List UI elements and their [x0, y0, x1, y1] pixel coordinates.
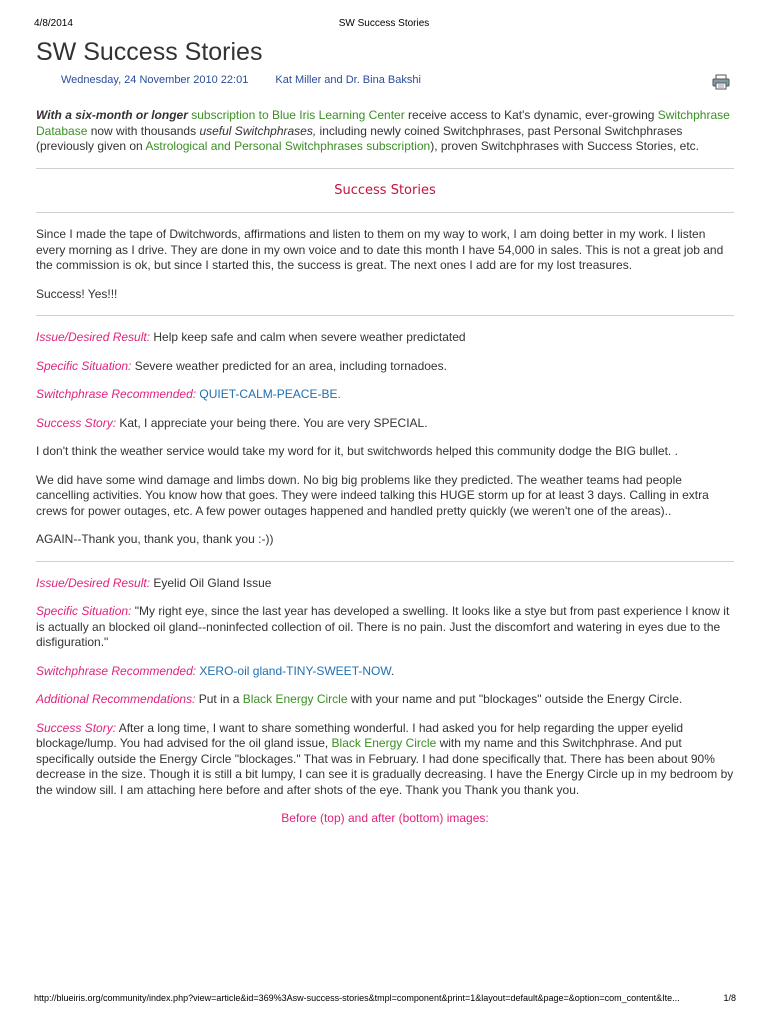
switchphrase-line: [36, 387, 734, 403]
astrological-subscription-link[interactable]: Astrological and Personal Switchphrases subscription: [145, 139, 431, 153]
story-paragraph: AGAIN--Thank you, thank you, thank you :-)): [36, 532, 274, 546]
subscription-link[interactable]: subscription to Blue Iris Learning Center: [191, 108, 405, 122]
issue-text: Eyelid Oil Gland Issue: [150, 575, 272, 590]
print-title: SW Success Stories: [338, 18, 430, 29]
article-body: [36, 108, 734, 840]
intro-paragraph: [36, 108, 734, 155]
success-story-label: Success Story:: [36, 720, 117, 735]
story-paragraph: Since I made the tape of Dwitchwords, affirmations and listen to them on my way to work, I am doing better in my work. I listen every morning as I drive. They are done in my own voice and to date this month I have 54,000 in sales. This is not a great job and the commission is ok, but since I started this, the success is great. The next ones I add are for my lost treasures.: [36, 227, 724, 272]
switchphrase-end: .: [391, 663, 395, 678]
success-story-text: with my name and this Switchphrase. And put specifically outside the Energy Circle "blockages." That was in February. I had done specifically that. There has been about 90% decrease in the size. Though it is still a bit lumpy, I can see it is gradually decreasing. I have the Energy Circle up in my bedroom by the window sill. I am attaching here before and after shots of the eye. Thank you Thank you thank you.: [36, 736, 734, 797]
success-story-line: [36, 721, 734, 799]
footer-url: http://blueiris.org/community/index.php?view=article&id=369%3Asw-success-stories&tmpl=component&print=1&layout=default&page=&option=com_content&Ite...: [34, 993, 680, 1003]
divider: [36, 561, 734, 562]
printer-icon[interactable]: [712, 74, 730, 90]
divider: [36, 168, 734, 169]
divider: [36, 212, 734, 213]
print-footer: [34, 993, 736, 1003]
images-caption: Before (top) and after (bottom) images:: [281, 811, 489, 825]
switchphrase-label: Switchphrase Recommended:: [36, 387, 197, 401]
switchphrase-label: Switchphrase Recommended:: [36, 663, 197, 678]
intro-text: ), proven Switchphrases with Success Stories, etc.: [430, 139, 699, 153]
additional-label: Additional Recommendations:: [36, 692, 196, 706]
intro-text: receive access to Kat's dynamic, ever-growing: [404, 108, 658, 122]
intro-text: including newly coined Switchphrases, past Personal Switchphrases (previously given on: [36, 123, 683, 153]
story-paragraph: We did have some wind damage and limbs down. No big big problems like they predicted. The weather teams had people cancelling activities. You know how that goes. They were indeed talking this HUGE storm up for at least 3 days. Calling in extra crews for power outages, etc. A few power outages happened and handled pretty quickly (we weren't one of the areas)..: [36, 472, 709, 518]
switchphrase-database-link[interactable]: Switchphrase Database: [36, 108, 730, 138]
intro-text: now with thousands: [87, 123, 200, 138]
article-meta: [61, 74, 421, 86]
situation-line: [36, 359, 734, 375]
situation-label: Specific Situation:: [36, 358, 132, 373]
article-date: Wednesday, 24 November 2010 22:01: [61, 74, 249, 86]
situation-label: Specific Situation:: [36, 604, 132, 618]
situation-text: "My right eye, since the last year has developed a swelling. It looks like a stye but from past experience I know it is actually an blocked oil gland--noninfected collection of oil. There is no pain. Just the discomfort and watering in eyes due to the disfiguration.": [36, 604, 730, 649]
success-story-text: After a long time, I want to share something wonderful. I had asked you for help regarding the upper eyelid blockage/lump. You had advised for the oil gland issue,: [36, 720, 684, 750]
issue-label: Issue/Desired Result:: [36, 575, 151, 590]
issue-text: Help keep safe and calm when severe weather predictated: [150, 330, 466, 344]
success-story-label: Success Story:: [36, 415, 117, 430]
additional-recommendations-line: [36, 692, 734, 708]
intro-lead: With a six-month or longer: [36, 108, 188, 122]
situation-line: [36, 604, 734, 651]
article-author: Kat Miller and Dr. Bina Bakshi: [275, 74, 421, 86]
success-story-line: [36, 416, 734, 432]
success-story-text: Kat, I appreciate your being there. You are very SPECIAL.: [116, 415, 428, 430]
black-energy-circle-link[interactable]: Black Energy Circle: [331, 736, 437, 750]
print-date: 4/8/2014: [34, 18, 73, 29]
story-paragraph: Success! Yes!!!: [36, 286, 118, 301]
additional-text: with your name and put "blockages" outside the Energy Circle.: [347, 692, 683, 706]
switchphrase-line: [36, 664, 734, 680]
section-title: Success Stories: [334, 182, 436, 198]
issue-line: [36, 330, 734, 346]
story-paragraph: I don't think the weather service would take my word for it, but switchwords helped this community dodge the BIG bullet. .: [36, 444, 678, 458]
page-number: 1/8: [723, 993, 736, 1003]
additional-text: Put in a: [195, 692, 243, 706]
situation-text: Severe weather predicted for an area, including tornadoes.: [131, 358, 447, 373]
issue-line: [36, 576, 734, 592]
switchphrase-text: QUIET-CALM-PEACE-BE.: [199, 387, 341, 401]
intro-emphasis: useful Switchphrases,: [199, 123, 317, 138]
black-energy-circle-link[interactable]: Black Energy Circle: [242, 692, 348, 706]
page-title: SW Success Stories: [36, 38, 263, 66]
issue-label: Issue/Desired Result:: [36, 330, 151, 344]
switchphrase-text: XERO-oil gland-TINY-SWEET-NOW: [199, 663, 392, 678]
divider: [36, 315, 734, 316]
